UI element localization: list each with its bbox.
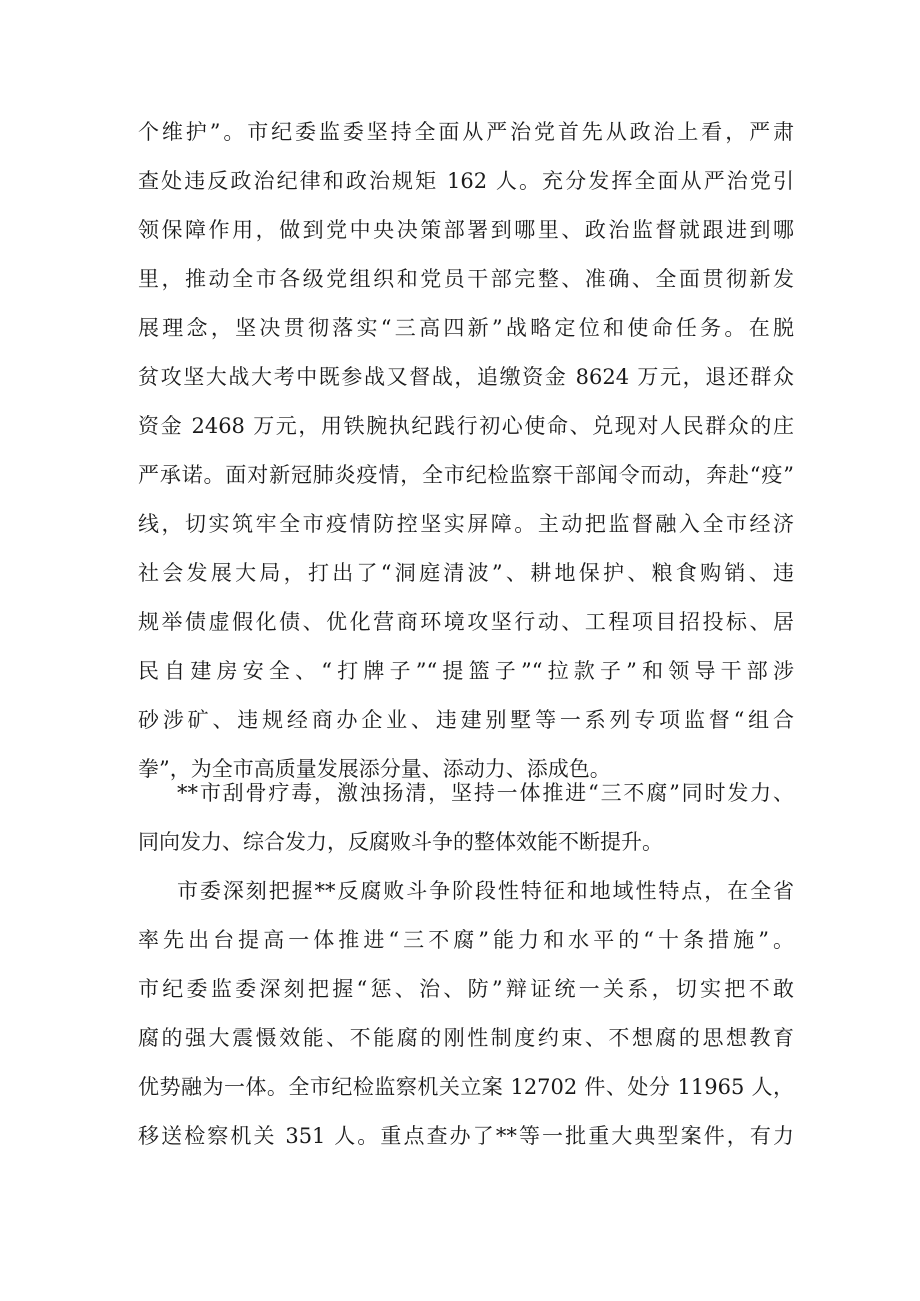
paragraph-line: 展理念，坚决贯彻落实“三高四新”战略定位和使命任务。在脱	[138, 316, 794, 340]
paragraph-line: 个维护”。市纪委监委坚持全面从严治党首先从政治上看，严肃	[138, 120, 794, 144]
paragraph-line: 移送检察机关 351 人。重点查办了**等一批重大典型案件，有力	[138, 1124, 794, 1148]
paragraph-line: **市刮骨疗毒，激浊扬清，坚持一体推进“三不腐”同时发力、	[177, 781, 794, 805]
paragraph-political-supervision	[138, 108, 794, 794]
paragraph-line: 砂涉矿、违规经商办企业、违建别墅等一系列专项监督“组合	[138, 708, 794, 732]
paragraph-three-no-corruption	[138, 867, 794, 1161]
paragraph-line: 里，推动全市各级党组织和党员干部完整、准确、全面贯彻新发	[138, 267, 794, 291]
paragraph-line: 拳”，为全市高质量发展添分量、添动力、添成色。	[138, 757, 611, 781]
paragraph-line: 市纪委监委深刻把握“惩、治、防”辩证统一关系，切实把不敢	[138, 977, 794, 1001]
paragraph-line: 严承诺。面对新冠肺炎疫情，全市纪检监察干部闻令而动，奔赴“疫”	[138, 463, 794, 487]
paragraph-line: 资金 2468 万元，用铁腕执纪践行初心使命、兑现对人民群众的庄	[138, 414, 794, 438]
paragraph-line: 腐的强大震慑效能、不能腐的刚性制度约束、不想腐的思想教育	[138, 1026, 794, 1050]
paragraph-anti-corruption-summary	[138, 769, 794, 867]
paragraph-line: 领保障作用，做到党中央决策部署到哪里、政治监督就跟进到哪	[138, 218, 794, 242]
paragraph-line: 查处违反政治纪律和政治规矩 162 人。充分发挥全面从严治党引	[138, 169, 794, 193]
paragraph-line: 优势融为一体。全市纪检监察机关立案 12702 件、处分 11965 人，	[138, 1075, 794, 1099]
paragraph-line: 市委深刻把握**反腐败斗争阶段性特征和地域性特点，在全省	[177, 879, 794, 903]
paragraph-line: 贫攻坚大战大考中既参战又督战，追缴资金 8624 万元，退还群众	[138, 365, 794, 389]
paragraph-line: 民自建房安全、“打牌子”“提篮子”“拉款子”和领导干部涉	[138, 659, 794, 683]
paragraph-line: 社会发展大局，打出了“洞庭清波”、耕地保护、粮食购销、违	[138, 561, 794, 585]
paragraph-line: 规举债虚假化债、优化营商环境攻坚行动、工程项目招投标、居	[138, 610, 794, 634]
paragraph-line: 率先出台提高一体推进“三不腐”能力和水平的“十条措施”。	[138, 928, 794, 952]
paragraph-line: 线，切实筑牢全市疫情防控坚实屏障。主动把监督融入全市经济	[138, 512, 794, 536]
paragraph-line: 同向发力、综合发力，反腐败斗争的整体效能不断提升。	[138, 830, 663, 854]
